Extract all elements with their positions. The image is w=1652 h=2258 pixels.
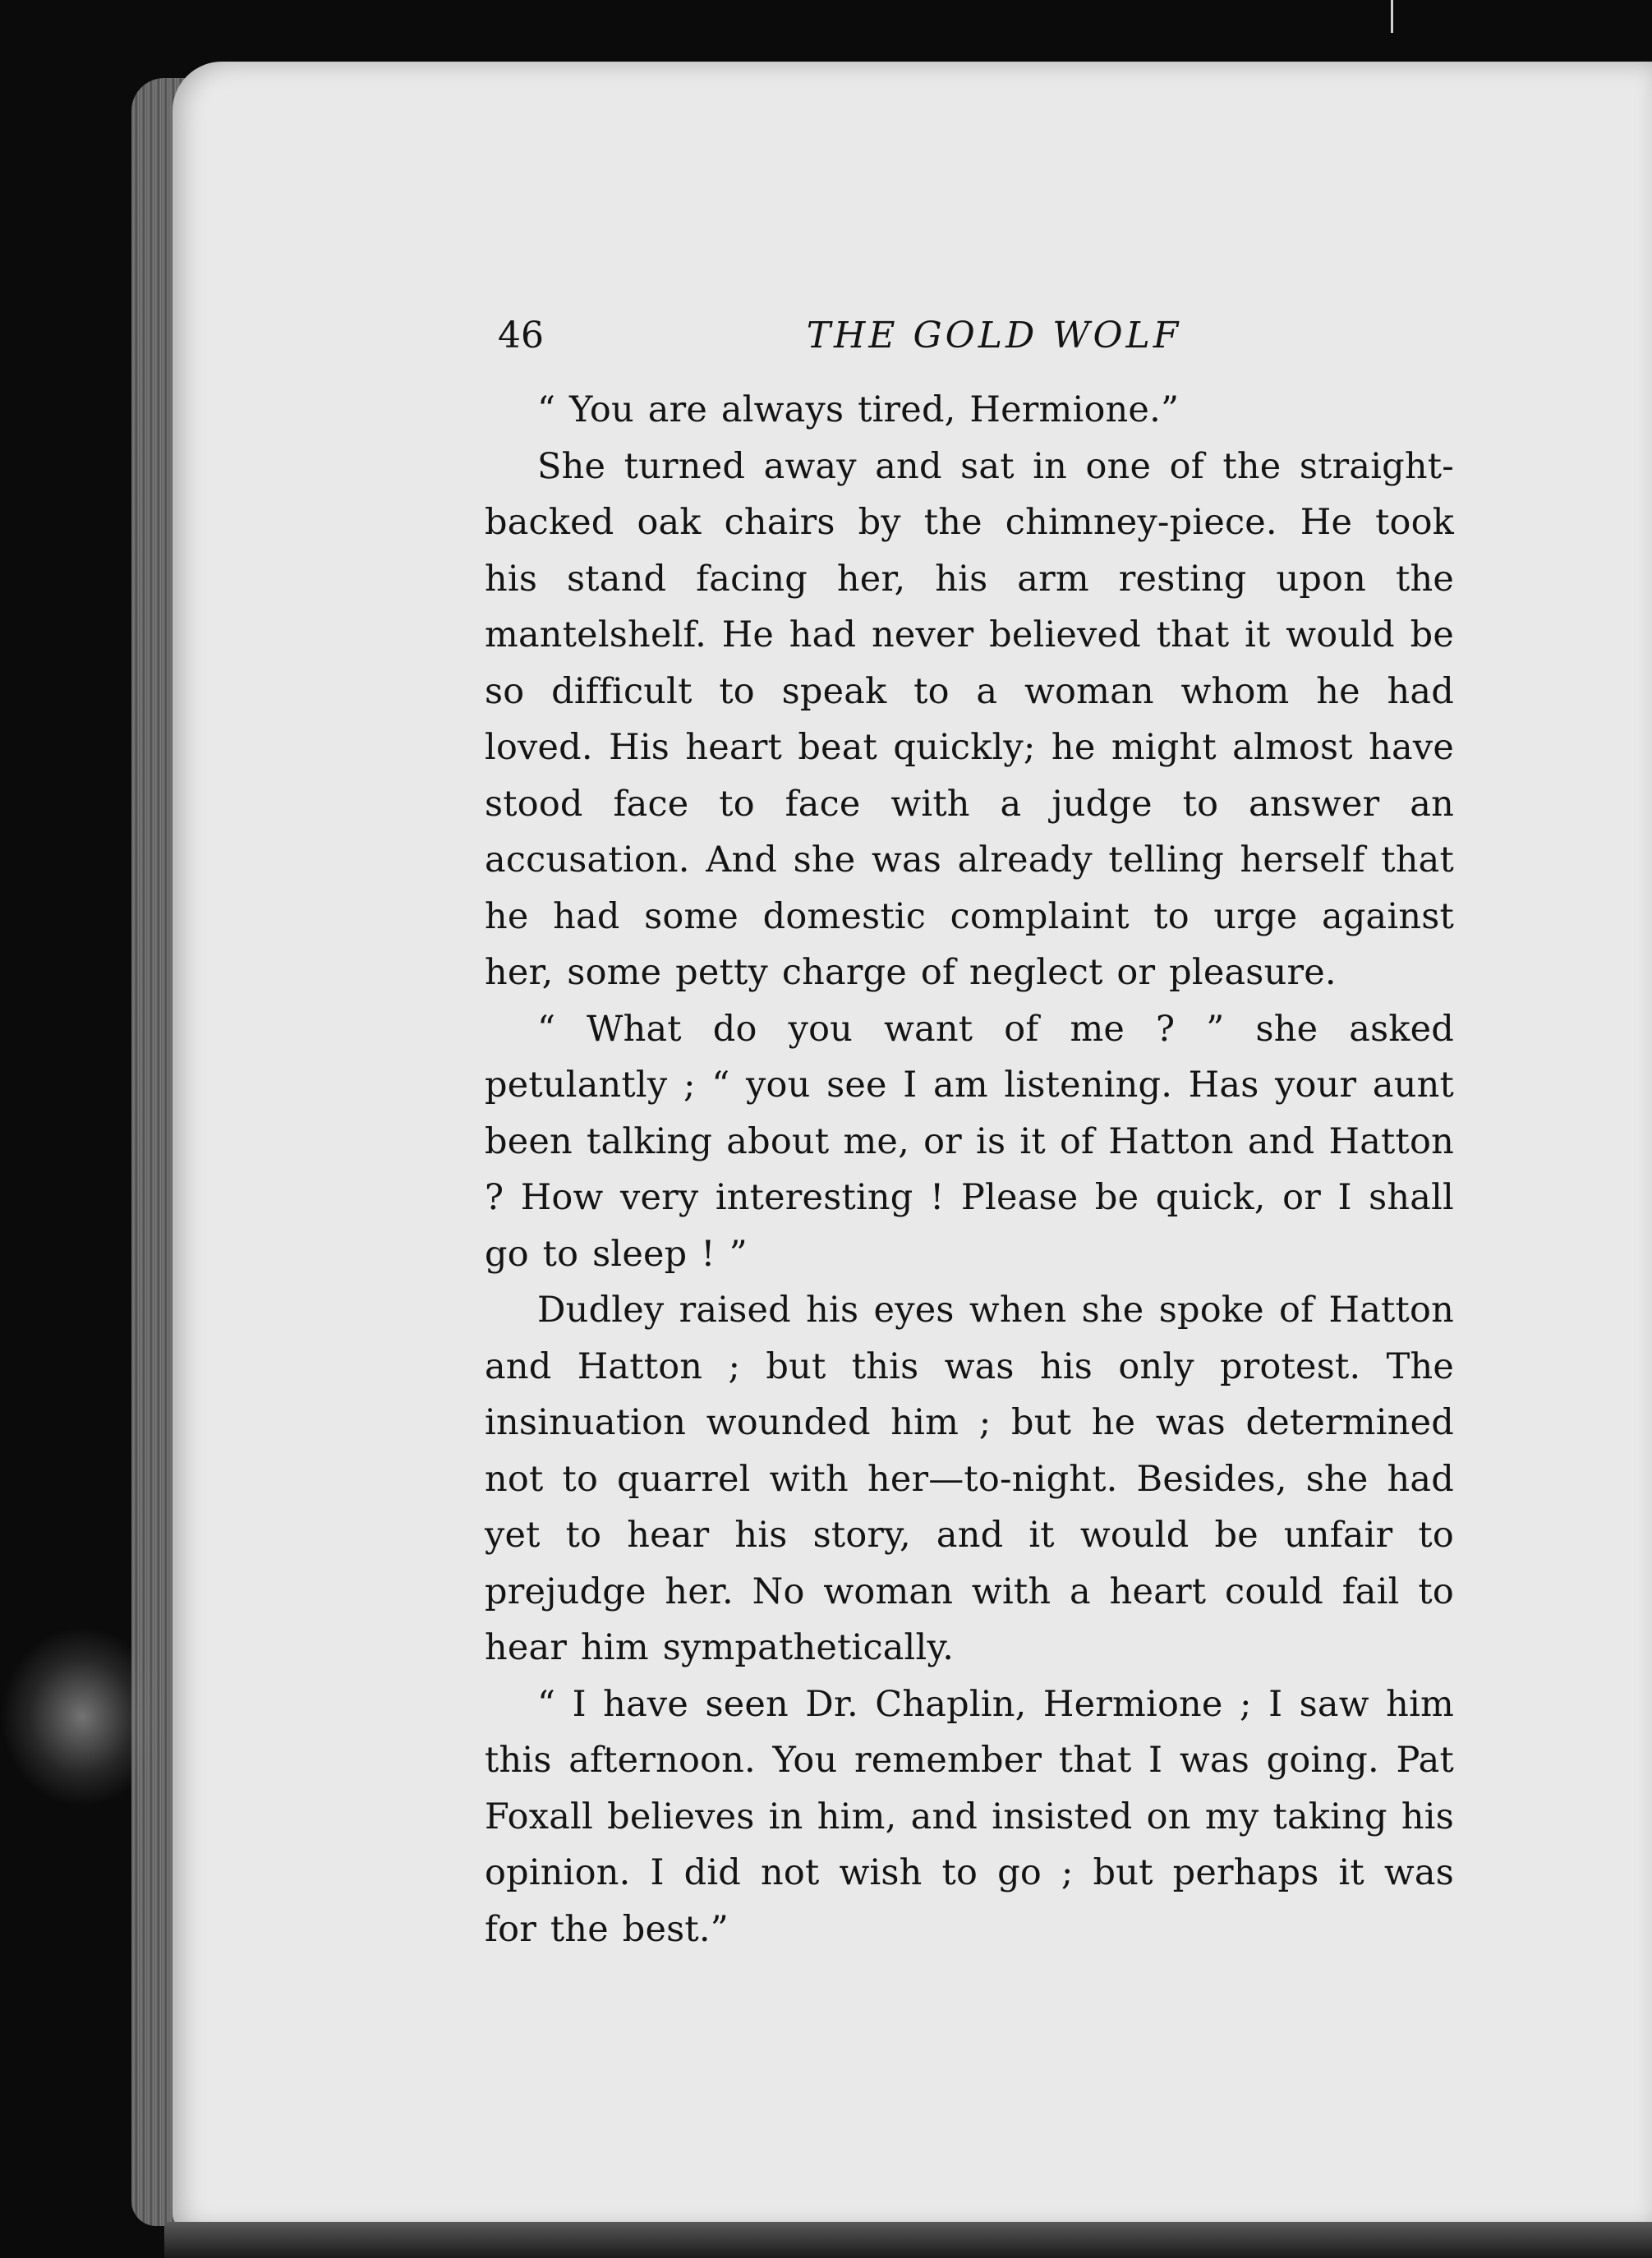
paragraph: “ You are always tired, Hermione.” xyxy=(537,389,1180,430)
paragraph: Dudley raised his eyes when she spoke of Hatton and Hatton ; but this was his only protest. The insinuation wounded him ; but he was determined not to quarrel with her—to-night. Besides, she had yet to hear his story, and it would be unfair to prejudge her. No woman with a heart could fail to hear him sympathetically. xyxy=(485,1290,1454,1668)
running-title: THE GOLD WOLF xyxy=(806,315,1182,356)
paragraph: “ I have seen Dr. Chaplin, Hermione ; I saw him this afternoon. You remember that I was going. Pat Foxall believes in him, and insisted on my taking his opinion. I did not wish to go ; but perhaps it was for the best.” xyxy=(485,1683,1454,1950)
page-number: 46 xyxy=(498,315,544,356)
running-head xyxy=(485,308,1454,382)
paragraph: She turned away and sat in one of the straight-backed oak chairs by the chimney-piece. He took his stand facing her, his arm resting upon the mantelshelf. He had never believed that it would be so difficult to speak to a woman whom he had loved. His heart beat quickly; he might almost have stood face to face with a judge to answer an accusation. And she was already telling herself that he had some domestic complaint to urge against her, some petty charge of neglect or pleasure. xyxy=(485,445,1454,993)
text-block xyxy=(485,308,1454,1957)
paragraph: “ What do you want of me ? ” she asked petulantly ; “ you see I am listening. Has your aunt been talking about me, or is it of Hatton and Hatton ? How very interesting ! Please be quick, or I shall go to sleep ! ” xyxy=(485,1008,1454,1275)
page-bottom-edge xyxy=(164,2222,1652,2258)
scan-artifact xyxy=(1391,0,1393,33)
